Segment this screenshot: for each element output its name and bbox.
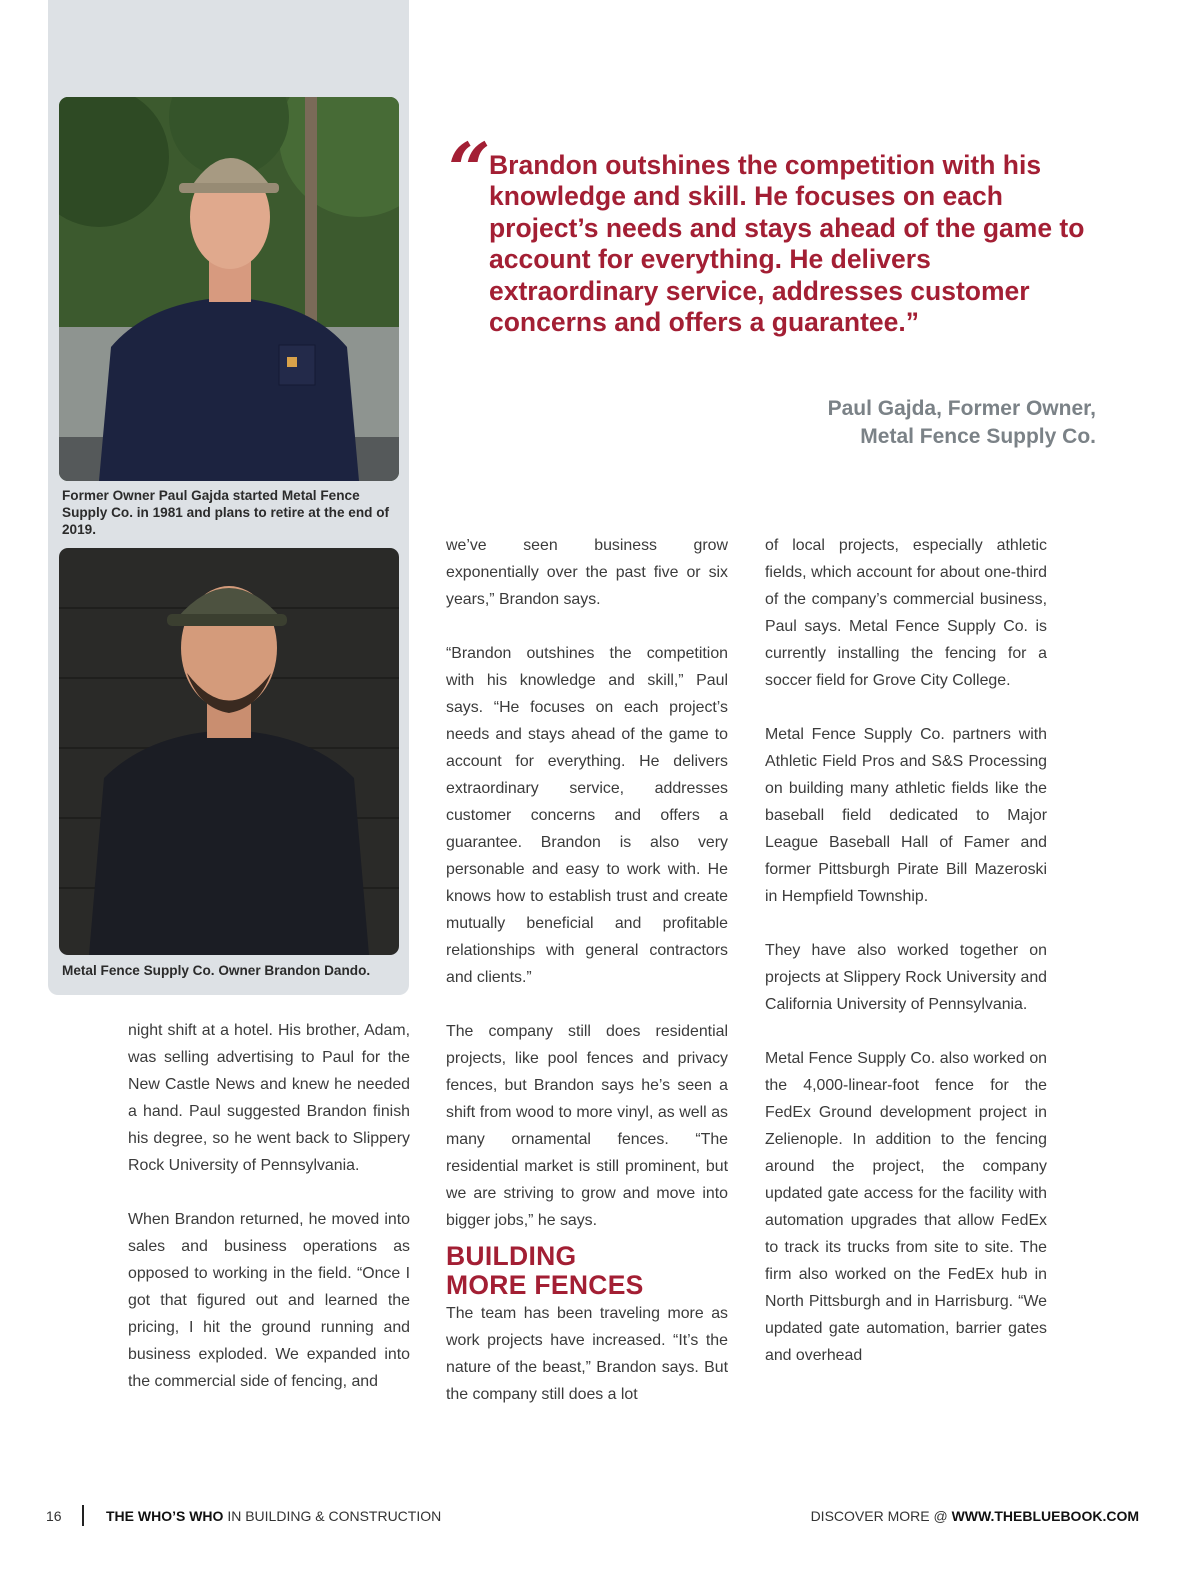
- paragraph: When Brandon returned, he moved into sales and business operations as opposed to working in the field. “Once I got that figured out and learned the pricing, I hit the ground running and business exploded. We expanded into the commercial side of fencing, and: [128, 1211, 410, 1390]
- paragraph: Metal Fence Supply Co. partners with Athletic Field Pros and S&S Processing on building many athletic fields like the baseball field dedicated to Major League Baseball Hall of Famer and former Pittsburgh Pirate Bill Mazeroski in Hempfield Township.: [765, 726, 1047, 905]
- article-column-1: [128, 1017, 410, 1395]
- article-column-3: [765, 532, 1047, 1369]
- heading-line: MORE FENCES: [446, 1270, 644, 1300]
- publication-name-rest: IN BUILDING & CONSTRUCTION: [223, 1508, 442, 1524]
- publication-name-bold: THE WHO’S WHO: [106, 1508, 224, 1524]
- shirt: [99, 297, 359, 481]
- pull-quote: Brandon outshines the competition with his knowledge and skill. He focuses on each project’s needs and stays ahead of the game to account for everything. He delivers extraordinary service, addresses customer concerns and offers a guarantee.”: [489, 150, 1085, 338]
- section-heading: [446, 1242, 728, 1300]
- paragraph: of local projects, especially athletic fields, which account for about one-third of the company’s commercial business, Paul says. Metal Fence Supply Co. is currently installing the fencing for a soccer field for Grove City College.: [765, 537, 1047, 689]
- paragraph: The company still does residential projects, like pool fences and privacy fences, but Brandon says he’s seen a shift from wood to more vinyl, as well as many ornamental fences. “The residential market is still prominent, but we are striving to grow and move into bigger jobs,” he says.: [446, 1023, 728, 1229]
- discover-label: DISCOVER MORE @: [810, 1508, 952, 1524]
- discover-more: [811, 1507, 1139, 1525]
- heading-line: BUILDING: [446, 1241, 577, 1271]
- paragraph: Metal Fence Supply Co. also worked on the 4,000-linear-foot fence for the FedEx Ground development project in Zelienople. In addition to the fencing around the project, the company updated gate access for the facility with automation upgrades that allow FedEx to track its trucks from site to site. The firm also worked on the FedEx hub in North Pittsburgh and in Harrisburg. “We updated gate automation, barrier gates and overhead: [765, 1050, 1047, 1364]
- photo-paul-gajda: [59, 97, 399, 481]
- paragraph: we’ve seen business grow exponentially over the past five or six years,” Brandon says.: [446, 537, 728, 608]
- article-column-2: [446, 532, 728, 1408]
- website-link[interactable]: WWW.THEBLUEBOOK.COM: [951, 1508, 1139, 1524]
- quote-mark-icon: “: [448, 128, 491, 214]
- attribution-name: Paul Gajda, Former Owner,: [827, 397, 1096, 420]
- quote-attribution: [696, 395, 1096, 450]
- paragraph: “Brandon outshines the competition with his knowledge and skill,” Paul says. “He focuses on each project’s needs and stays ahead of the game to account for everything. He delivers extraordinary service, addresses customer concerns and offers a guarantee. Brandon is also very personable and easy to work with. He knows how to establish trust and create mutually beneficial and profitable relationships with general contractors and clients.”: [446, 645, 728, 986]
- paragraph: night shift at a hotel. His brother, Adam, was selling advertising to Paul for the New Castle News and knew he needed a hand. Paul suggested Brandon finish his degree, so he went back to Slippery Rock University of Pennsylvania.: [128, 1022, 410, 1174]
- photo-brandon-dando: [59, 548, 399, 955]
- paragraph: The team has been traveling more as work projects have increased. “It’s the nature of the beast,” Brandon says. But the company still does a lot: [446, 1305, 728, 1403]
- publication-name: [106, 1507, 441, 1525]
- paragraph: They have also worked together on projects at Slippery Rock University and California University of Pennsylvania.: [765, 942, 1047, 1013]
- photo-caption: Metal Fence Supply Co. Owner Brandon Dando.: [62, 963, 371, 978]
- page-number: 16: [46, 1508, 62, 1524]
- attribution-company: Metal Fence Supply Co.: [860, 424, 1096, 448]
- footer-divider: [82, 1505, 84, 1526]
- photo-caption: Former Owner Paul Gajda started Metal Fence Supply Co. in 1981 and plans to retire at the end of 2019.: [62, 488, 390, 537]
